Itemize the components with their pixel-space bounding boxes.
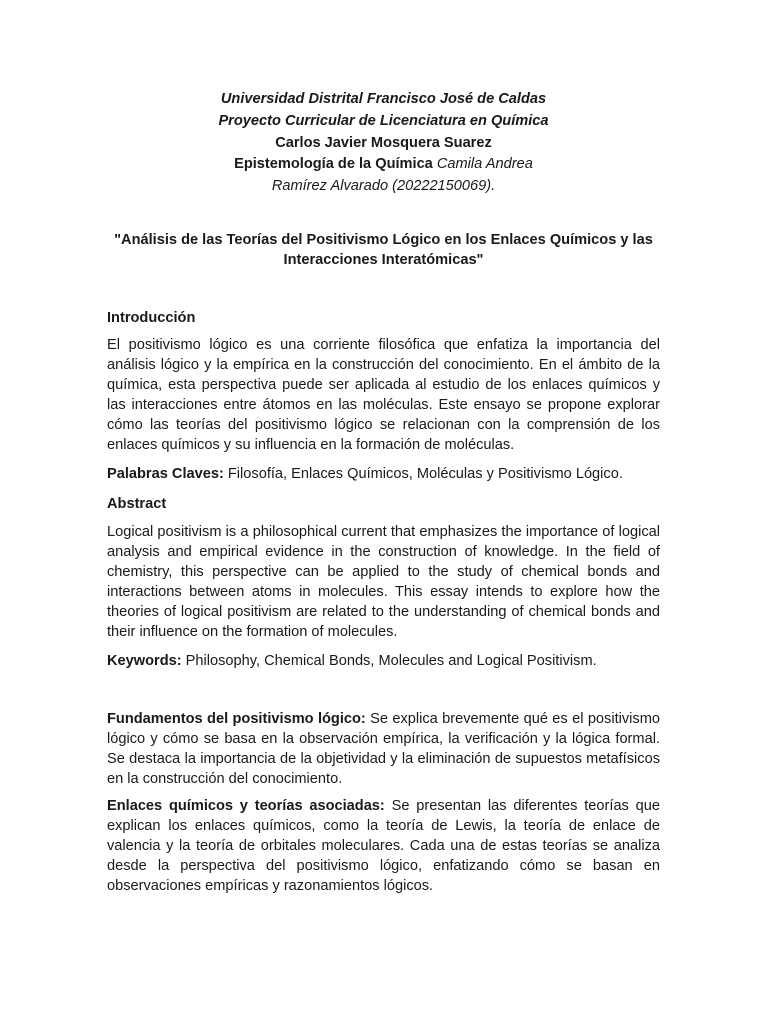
introduction-body: El positivismo lógico es una corriente filosófica que enfatiza la importancia del análisis lógico y la empírica en la construcción del conocimiento. En el ámbito de la química, esta perspectiva puede ser aplicada al estudio de los enlaces químicos y las interacciones entre átomos en las moléculas. Este ensayo se propone explorar cómo las teorías del positivismo lógico se relacionan con la comprensión de los enlaces químicos y su influencia en la formación de moléculas. <box>107 337 660 453</box>
course-name: Epistemología de la Química <box>234 156 433 173</box>
section-enlaces <box>107 796 660 896</box>
keywords-es <box>107 464 660 484</box>
keywords-en-value: Philosophy, Chemical Bonds, Molecules and Logical Positivism. <box>185 653 597 669</box>
abstract-body: Logical positivism is a philosophical current that emphasizes the importance of logical analysis and empirical evidence in the construction of knowledge. In the field of chemistry, this perspective can be applied to the study of chemical bonds and interactions between atoms in molecules. This essay intends to explore how the theories of logical positivism are related to the understanding of chemical bonds and their influence on the formation of molecules. <box>107 524 660 640</box>
university-name: Universidad Distrital Francisco José de Caldas <box>220 91 547 107</box>
section-fundamentos <box>107 709 660 789</box>
section-fundamentos-body: Se explica brevemente qué es el positivismo lógico y cómo se basa en la observación empírica, la verificación y la lógica formal. Se destaca la importancia de la objetividad y la eliminación de supuestos metafísicos en la construcción del conocimiento. <box>107 711 660 787</box>
essay-title: "Análisis de las Teorías del Positivismo Lógico en los Enlaces Químicos y las Interacciones Interatómicas" <box>114 232 653 268</box>
keywords-es-value: Filosofía, Enlaces Químicos, Moléculas y Positivismo Lógico. <box>227 466 623 482</box>
program-name: Proyecto Curricular de Licenciatura en Química <box>218 112 549 129</box>
student-name-part1: Camila Andrea <box>436 156 533 173</box>
document-header <box>107 89 660 198</box>
abstract-heading-text: Abstract <box>107 496 167 512</box>
keywords-en <box>107 651 660 671</box>
introduction-heading <box>107 308 660 328</box>
section-fundamentos-label: Fundamentos del positivismo lógico: <box>107 711 366 727</box>
keywords-es-label: Palabras Claves: <box>107 466 224 482</box>
professor-name: Carlos Javier Mosquera Suarez <box>275 134 492 151</box>
introduction-heading-text: Introducción <box>107 310 196 326</box>
keywords-en-label: Keywords: <box>107 653 182 669</box>
section-enlaces-label: Enlaces químicos y teorías asociadas: <box>107 798 385 814</box>
course-line <box>107 154 660 176</box>
section-enlaces-body: Se presentan las diferentes teorías que explican los enlaces químicos, como la teoría de Lewis, la teoría de enlace de valencia y la teoría de orbitales moleculares. Cada una de estas teorías se analiza desde la perspectiva del positivismo lógico, enfatizando cómo se basan en observaciones empíricas y razonamientos lógicos. <box>107 798 660 894</box>
abstract-heading <box>107 494 660 514</box>
student-name-part2: Ramírez Alvarado (20222150069). <box>271 178 496 195</box>
